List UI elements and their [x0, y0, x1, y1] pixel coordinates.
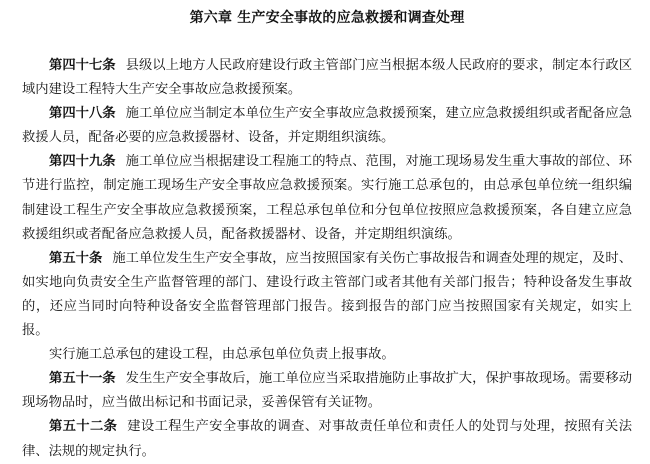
article-text: 县级以上地方人民政府建设行政主管部门应当根据本级人民政府的要求，制定本行政区域内建设工程特大生产安全事故应急救援预案。: [22, 58, 633, 98]
article-number: 第五十一条: [49, 371, 116, 387]
article-number: 第五十二条: [49, 419, 118, 435]
article-49: [22, 150, 632, 246]
article-text: 发生生产安全事故后，施工单位应当采取措施防止事故扩大，保护事故现场。需要移动现场物品时，应当做出标记和书面记录，妥善保管有关证物。: [22, 371, 633, 411]
article-51: [22, 367, 632, 415]
document-page: [22, 8, 632, 464]
article-text: 施工单位应当根据建设工程施工的特点、范围，对施工现场易发生重大事故的部位、环节进行监控，制定施工现场生产安全事故应急救援预案。实行施工总承包的，由总承包单位统一组织编制建设工程生产安全事故应急救援预案，工程总承包单位和分包单位按照应急救援预案，各自建立应急救援组织或者配备应急救援人员，配备救援器材、设备，并定期组织演练。: [22, 154, 633, 242]
article-text: 施工单位应当制定本单位生产安全事故应急救援预案，建立应急救援组织或者配备应急救援人员，配备必要的应急救援器材、设备，并定期组织演练。: [22, 106, 633, 146]
article-48: [22, 102, 632, 150]
article-number: 第四十九条: [49, 154, 116, 170]
article-number: 第四十八条: [49, 106, 116, 122]
article-47: [22, 54, 632, 102]
article-50: [22, 247, 632, 343]
article-text: 实行施工总承包的建设工程，由总承包单位负责上报事故。: [49, 347, 395, 363]
article-52: [22, 415, 632, 463]
article-50-paragraph-2: [22, 343, 632, 367]
chapter-title: 第六章 生产安全事故的应急救援和调查处理: [189, 10, 465, 26]
article-number: 第五十条: [49, 250, 103, 266]
article-text: 建设工程生产安全事故的调查、对事故责任单位和责任人的处罚与处理，按照有关法律、法规的规定执行。: [22, 419, 633, 459]
article-number: 第四十七条: [49, 58, 116, 73]
article-text: 施工单位发生生产安全事故，应当按照国家有关伤亡事故报告和调查处理的规定，及时、如实地向负责安全生产监督管理的部门、建设行政主管部门或者其他有关部门报告；特种设备发生事故的，还应当同时向特种设备安全监督管理部门报告。接到报告的部门应当按照国家有关规定，如实上报。: [22, 250, 633, 339]
